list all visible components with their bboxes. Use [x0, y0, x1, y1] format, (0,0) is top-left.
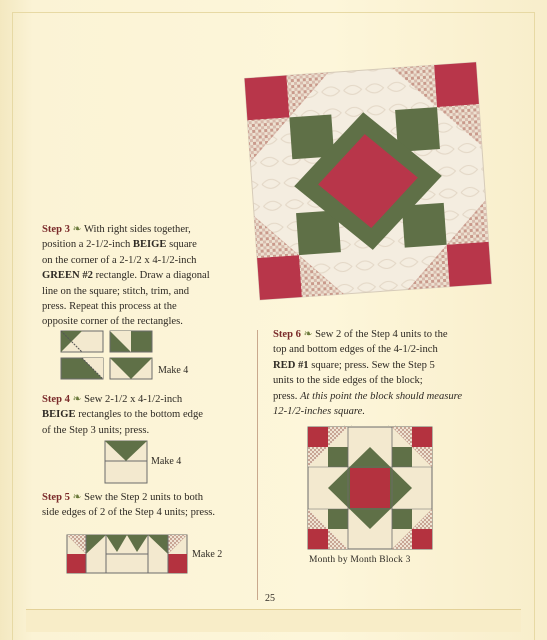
- leaf-icon: ❧: [72, 394, 82, 405]
- step6-text-5: press.: [273, 390, 301, 402]
- step4-beige: BEIGE: [42, 409, 76, 421]
- step6-label: Step 6: [273, 329, 301, 340]
- step5-label: Step 5: [42, 492, 70, 503]
- step5-diagram: [66, 534, 188, 574]
- step6-italic-1: At this point the block should measure: [300, 390, 463, 402]
- footer-band: [26, 609, 521, 632]
- step3-text-7: press. Repeat this process at the: [42, 301, 177, 313]
- step3-make: Make 4: [158, 365, 189, 376]
- step3-diagram: [60, 330, 155, 382]
- step5-text-2: side edges of 2 of the Step 4 units; press.: [42, 507, 216, 519]
- page-frame-left: [12, 12, 13, 640]
- step3-text-5: rectangle. Draw a diagonal: [92, 270, 210, 282]
- step4-text-2: rectangles to the bottom edge: [75, 409, 203, 421]
- leaf-icon: ❧: [72, 224, 82, 235]
- step6-text-4: units to the side edges of the block;: [273, 375, 423, 387]
- column-divider: [257, 330, 258, 600]
- leaf-icon: ❧: [303, 329, 313, 340]
- step3-label: Step 3: [42, 224, 70, 235]
- step3-text-2: position a 2-1/2-inch: [42, 239, 133, 251]
- step3-text-1: With right sides together,: [81, 224, 191, 235]
- step3-text-8: opposite corner of the rectangles.: [42, 316, 183, 328]
- step6-block-diagram: [306, 425, 434, 551]
- step5-make: Make 2: [192, 549, 223, 560]
- quilt-block-photo: [238, 56, 500, 306]
- page-number: 25: [265, 593, 275, 604]
- step6-text-2: top and bottom edges of the 4-1/2-inch: [273, 344, 438, 356]
- step6-text-3: square; press. Sew the Step 5: [308, 359, 435, 371]
- step3-beige: BEIGE: [132, 239, 167, 251]
- step6-italic-2: 12-1/2-inches square.: [273, 406, 365, 418]
- step4-label: Step 4: [42, 394, 70, 405]
- step6-red: RED #1: [273, 359, 309, 371]
- step4-make: Make 4: [151, 456, 182, 467]
- block-caption: Month by Month Block 3: [309, 555, 411, 565]
- step3-text-6: line on the square; stitch, trim, and: [42, 285, 190, 297]
- step6-text-1: Sew 2 of the Step 4 units to the: [312, 329, 448, 340]
- step5-text-1: Sew the Step 2 units to both: [81, 492, 204, 503]
- page-frame-top: [12, 12, 535, 13]
- step3-text-3: square: [166, 239, 197, 251]
- step4-text-1: Sew 2-1/2 x 4-1/2-inch: [81, 394, 183, 405]
- step3-text-4: on the corner of a 2-1/2 x 4-1/2-inch: [42, 254, 197, 266]
- leaf-icon: ❧: [72, 492, 82, 503]
- page-frame-right: [534, 12, 535, 640]
- step4-diagram: [104, 440, 148, 484]
- step4-text-3: of the Step 3 units; press.: [42, 424, 150, 436]
- step3-green: GREEN #2: [42, 270, 93, 282]
